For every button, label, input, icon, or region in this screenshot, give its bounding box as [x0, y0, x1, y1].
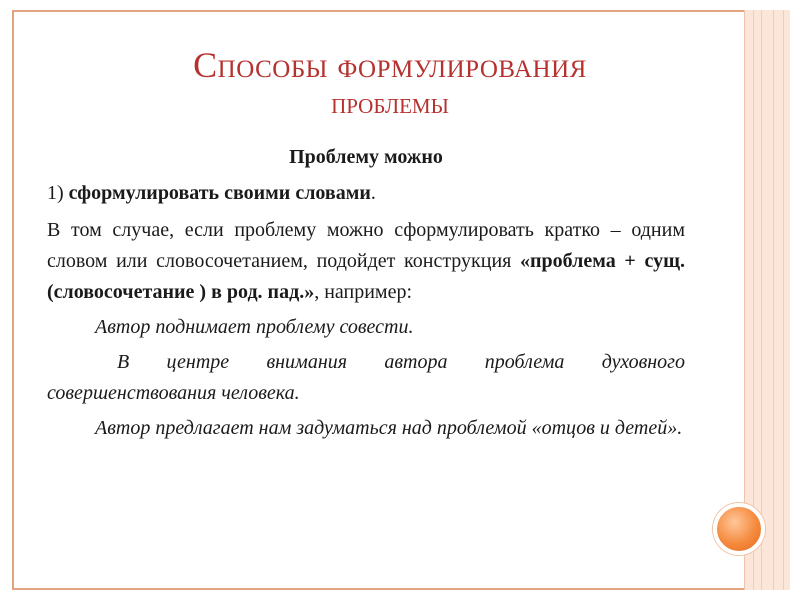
example-2: В центре внимания автора проблема духовного совершенствования человека. [47, 351, 685, 404]
construction-formula: «проблема + сущ. (словосочетание ) в род. пад.» [47, 250, 685, 303]
item-number: 1) [47, 182, 69, 204]
band-line [773, 10, 774, 590]
paragraph-ending: , например: [314, 281, 413, 303]
item-suffix: . [370, 182, 376, 204]
band-line [753, 10, 754, 590]
intro-text: Проблему можно [289, 146, 443, 168]
title-line-2: проблемы [331, 87, 449, 121]
list-item-1 [47, 178, 685, 209]
slide-title [60, 44, 720, 122]
decorative-side-band [744, 10, 790, 590]
orange-circle-decoration [713, 503, 765, 555]
explanation-paragraph [47, 215, 685, 308]
slide-body [47, 142, 685, 448]
band-line [783, 10, 784, 590]
example-3: Автор предлагает нам задуматься над проблемой «отцов и детей». [95, 417, 683, 439]
paragraph-text: В том случае, если проблему можно сформулировать кратко – одним словом или словосочетанием, подойдет конструкция [47, 219, 685, 272]
example-1: Автор поднимает проблему совести. [95, 316, 414, 338]
item-bold-text: сформулировать своими словами [68, 182, 371, 204]
title-line-1: Способы формулирования [193, 45, 587, 85]
band-line [761, 10, 762, 590]
